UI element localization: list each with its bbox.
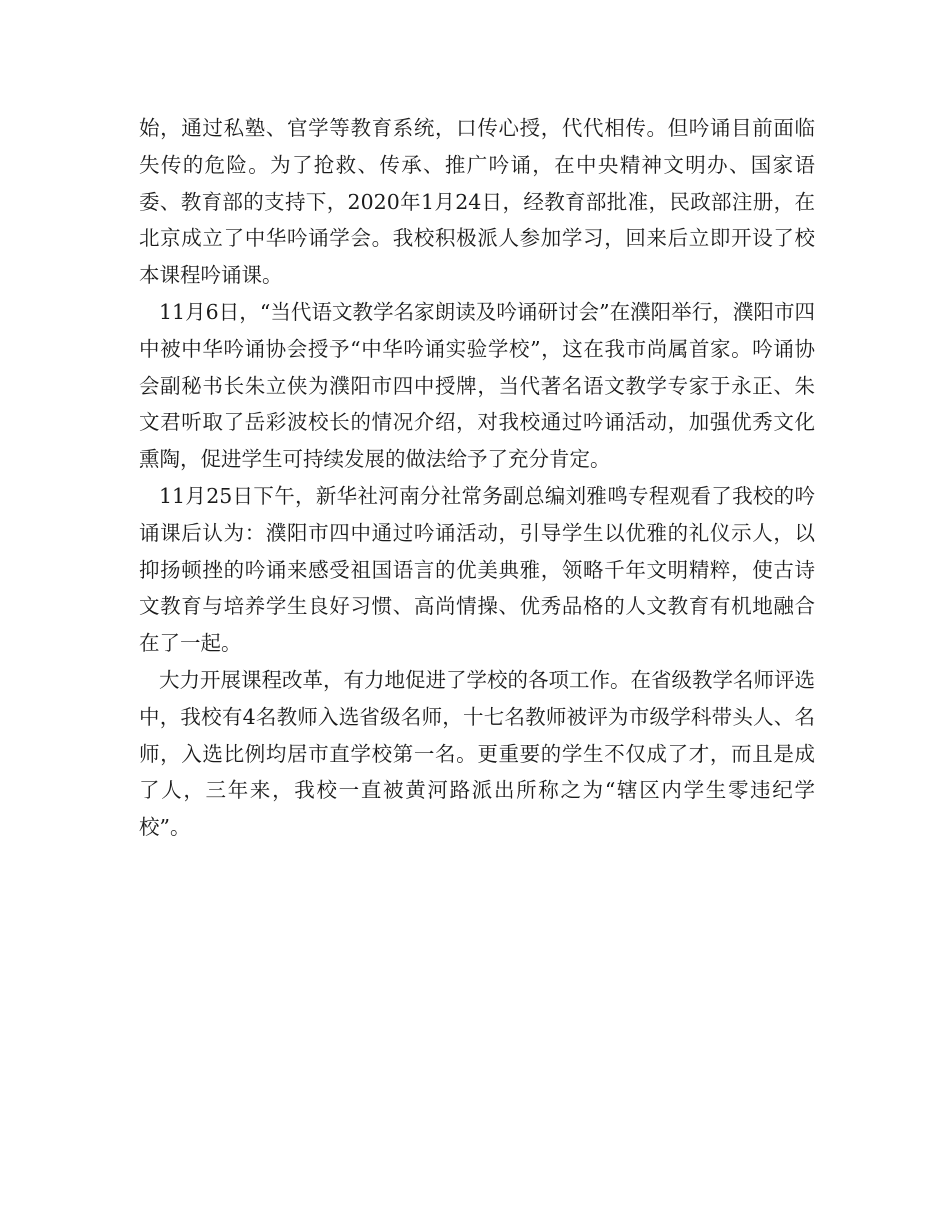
paragraph-3: 11月25日下午，新华社河南分社常务副总编刘雅鸣专程观看了我校的吟诵课后认为：濮阳市四中通过吟诵活动，引导学生以优雅的礼仪示人，以抑扬顿挫的吟诵来感受祖国语言的优美典雅，领略千年文明精粹，使古诗文教育与培养学生良好习惯、高尚情操、优秀品格的人文教育有机地融合在了一起。 (139, 483, 815, 656)
paragraph-2: 11月6日，“当代语文教学名家朗读及吟诵研讨会”在濮阳举行，濮阳市四中被中华吟诵协会授予“中华吟诵实验学校”，这在我市尚属首家。吟诵协会副秘书长朱立侠为濮阳市四中授牌，当代著名语文教学专家于永正、朱文君听取了岳彩波校长的情况介绍，对我校通过吟诵活动，加强优秀文化熏陶，促进学生可持续发展的做法给予了充分肯定。 (139, 299, 815, 472)
document-body (139, 110, 815, 846)
paragraph-1: 始，通过私塾、官学等教育系统，口传心授，代代相传。但吟诵目前面临失传的危险。为了抢救、传承、推广吟诵，在中央精神文明办、国家语委、教育部的支持下，2020年1月24日，经教育部批准，民政部注册，在北京成立了中华吟诵学会。我校积极派人参加学习，回来后立即开设了校本课程吟诵课。 (139, 116, 815, 288)
paragraph-4: 大力开展课程改革，有力地促进了学校的各项工作。在省级教学名师评选中，我校有4名教师入选省级名师，十七名教师被评为市级学科带头人、名师，入选比例均居市直学校第一名。更重要的学生不仅成了才，而且是成了人，三年来，我校一直被黄河路派出所称之为“辖区内学生零违纪学校”。 (139, 667, 815, 840)
